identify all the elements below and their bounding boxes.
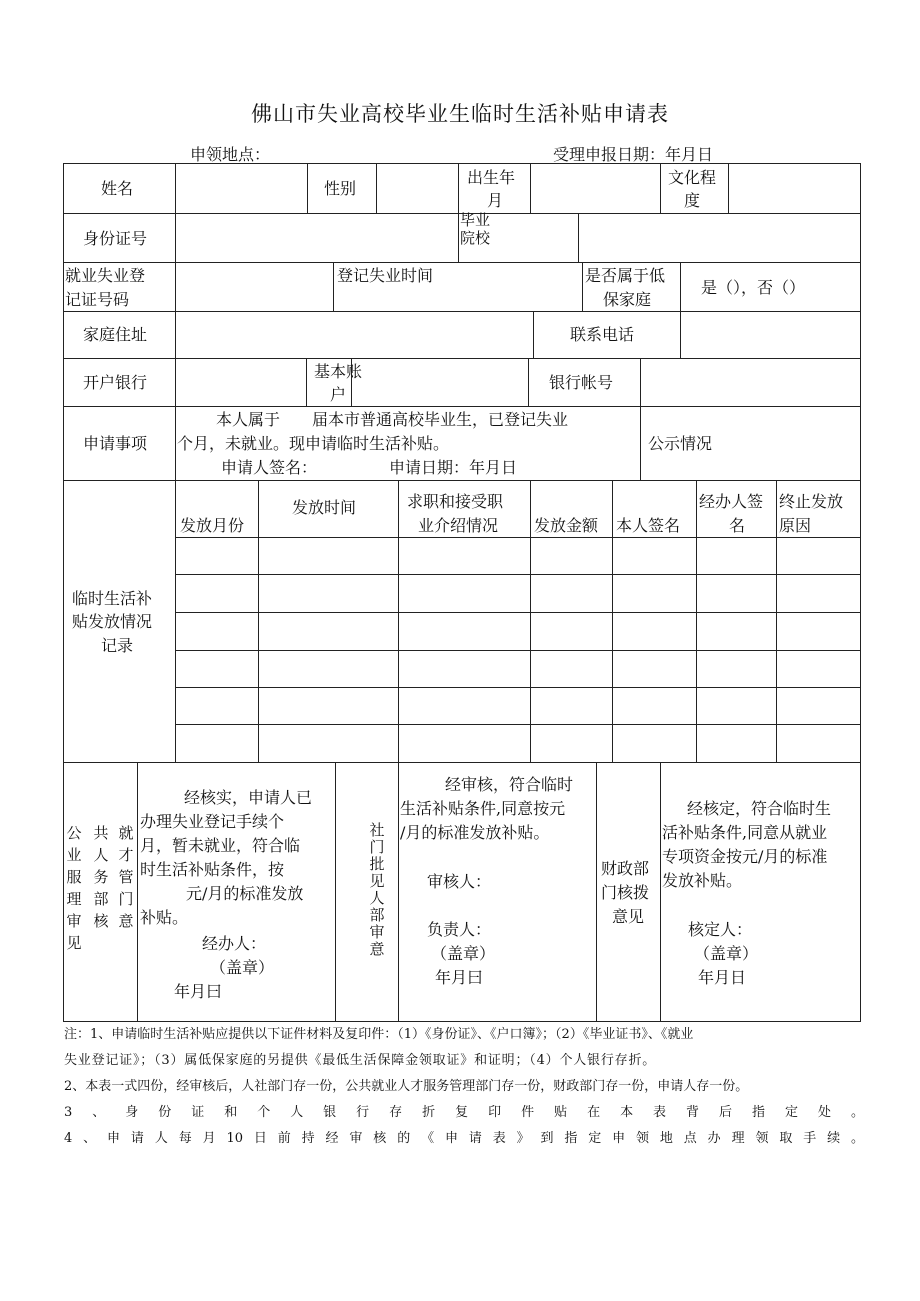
- label-phone: 联系电话: [570, 325, 635, 344]
- col-handler-1: 经办人签: [699, 492, 764, 511]
- label-id-number: 身份证号: [83, 229, 148, 248]
- finance-label-3: 意见: [612, 907, 645, 926]
- label-gender: 性别: [324, 179, 357, 198]
- apply-statement-1: 本人属于 届本市普通高校毕业生，已登记失业: [216, 410, 569, 429]
- location-label: 申领地点：: [190, 145, 271, 164]
- label-basic-account-1: 基本账: [314, 362, 363, 381]
- p1-line-5: 元/月的标准发放: [186, 884, 304, 903]
- p3-line-1: 经核定，符合临时生: [687, 799, 832, 818]
- p2-line-3: /月的标准发放补贴。: [400, 823, 550, 842]
- label-basic-account-2: 户: [330, 385, 347, 404]
- p1-line-6: 补贴。: [140, 908, 189, 927]
- col-stop-1: 终止发放: [779, 492, 844, 511]
- note-line-3: 2、本表一式四份，经审核后，人社部门存一份，公共就业人才服务管理部门存一份，财政部门存一份，申请人存一份。: [64, 1079, 749, 1094]
- col-handler-2: 名: [729, 516, 746, 535]
- label-name: 姓名: [101, 179, 134, 198]
- p3-date: 年月日: [698, 968, 747, 987]
- p3-line-2: 活补贴条件,同意从就业: [662, 823, 828, 842]
- p3-line-4: 发放补贴。: [662, 871, 743, 890]
- p1-line-4: 时生活补贴条件，按: [140, 860, 285, 879]
- p1-handler: 经办人：: [202, 934, 267, 953]
- label-low-income-1: 是否属于低: [585, 266, 666, 285]
- p3-seal: （盖章）: [694, 944, 759, 963]
- p2-date: 年月曰: [435, 968, 484, 987]
- p1-line-3: 月，暂未就业，符合临: [140, 836, 301, 855]
- label-bank: 开户银行: [83, 373, 148, 392]
- note-line-5: 4、申请人每月10日前持经审核的《申请表》到指定申领地点办理领取手续。: [64, 1131, 864, 1146]
- label-school-1: 毕业: [460, 211, 491, 229]
- low-income-choice: 是（），否（）: [701, 278, 806, 297]
- date-label: 受理申报日期：年月日: [553, 145, 714, 164]
- note-line-1: 注：1、申请临时生活补贴应提供以下证件材料及复印件：（1）《身份证》、《户口簿》；（2）《毕业证书》、《就业: [64, 1027, 694, 1042]
- label-bank-account: 银行帐号: [549, 373, 614, 392]
- label-low-income-2: 保家庭: [603, 290, 652, 309]
- notes: [64, 1022, 864, 1152]
- p1-line-2: 办理失业登记手续个: [140, 812, 285, 831]
- p1-date: 年月曰: [174, 982, 223, 1001]
- note-line-2: 失业登记证》；（3）属低保家庭的另提供《最低生活保障金领取证》和证明；（4）个人银行存折。: [64, 1053, 657, 1068]
- record-label-3: 记录: [101, 636, 134, 655]
- p3-line-3: 专项资金按元/月的标准: [662, 847, 828, 866]
- label-registration-1: 就业失业登: [65, 266, 146, 285]
- col-month: 发放月份: [180, 516, 245, 535]
- record-label-1: 临时生活补: [72, 589, 153, 608]
- finance-label-1: 财政部: [601, 859, 650, 878]
- label-education-2: 度: [684, 191, 701, 210]
- approval-col1-a: 公业服理审见: [66, 824, 82, 952]
- col-amount: 发放金额: [534, 516, 599, 535]
- col-time: 发放时间: [292, 498, 357, 517]
- label-unemployment-time: 登记失业时间: [337, 266, 434, 285]
- form-title: 佛山市失业高校毕业生临时生活补贴申请表: [251, 102, 669, 126]
- label-registration-2: 记证号码: [65, 290, 130, 309]
- apply-statement-3: 申请人签名： 申请日期：年月日: [221, 458, 518, 477]
- label-address: 家庭住址: [83, 325, 148, 344]
- approval-col1-c: 就才管门意: [118, 824, 134, 930]
- p1-seal: （盖章）: [210, 958, 275, 977]
- label-school-2: 院校: [460, 229, 491, 247]
- note-line-4: 3、身份证和个人银行存折复印件贴在本表背后指定处。: [64, 1105, 864, 1120]
- p2-seal: （盖章）: [431, 944, 496, 963]
- approval-col2: 社门批见人部审意: [369, 821, 385, 958]
- apply-statement-2: 个月，未就业。现申请临时生活补贴。: [177, 434, 450, 453]
- approval-col1-b: 共人务部核: [93, 824, 109, 930]
- label-apply-item: 申请事项: [83, 434, 148, 453]
- record-label-2: 贴发放情况: [72, 612, 153, 631]
- col-job-2: 业介绍情况: [418, 516, 499, 535]
- label-birth-2: 月: [487, 191, 504, 210]
- col-stop-2: 原因: [779, 516, 812, 535]
- p2-reviewer: 审核人：: [427, 872, 492, 891]
- label-education-1: 文化程: [668, 168, 717, 187]
- col-job-1: 求职和接受职: [407, 492, 504, 511]
- p2-line-2: 生活补贴条件,同意按元: [400, 799, 566, 818]
- label-publicity: 公示情况: [648, 434, 713, 453]
- p2-line-1: 经审核，符合临时: [445, 775, 574, 794]
- finance-label-2: 门核拨: [601, 883, 650, 902]
- label-birth-1: 出生年: [467, 168, 516, 187]
- p3-approver: 核定人：: [688, 920, 753, 939]
- p2-head: 负责人：: [427, 920, 492, 939]
- col-sign: 本人签名: [616, 516, 681, 535]
- p1-line-1: 经核实，申请人已: [184, 788, 313, 807]
